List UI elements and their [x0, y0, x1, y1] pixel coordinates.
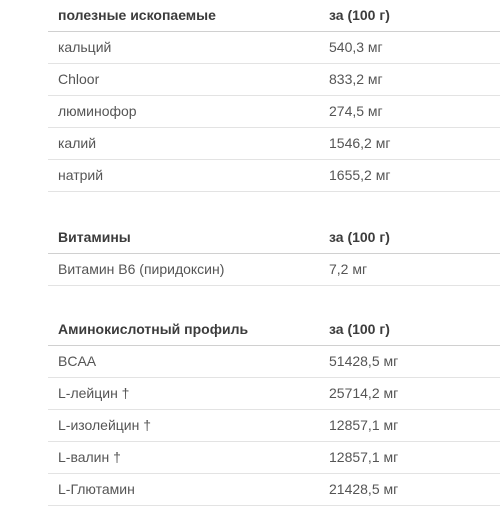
table-row	[48, 378, 500, 410]
nutrient-value: 25714,2 мг	[329, 385, 399, 401]
nutrient-name: L-изолейцин †	[58, 417, 152, 433]
nutrient-name: кальций	[58, 39, 112, 55]
table-row	[48, 128, 500, 160]
minerals-table	[48, 0, 500, 192]
nutrient-name: Витамин B6 (пиридоксин)	[58, 261, 225, 277]
minerals-header-row	[48, 0, 500, 32]
table-row	[48, 96, 500, 128]
table-row	[48, 346, 500, 378]
nutrient-value: 833,2 мг	[329, 71, 383, 87]
nutrient-value: 1655,2 мг	[329, 167, 391, 183]
amino-header-name: Аминокислотный профиль	[58, 321, 249, 337]
table-row	[48, 32, 500, 64]
nutrient-value: 540,3 мг	[329, 39, 383, 55]
amino-header-value: за (100 г)	[329, 321, 390, 337]
minerals-header-name: полезные ископаемые	[58, 7, 216, 23]
nutrient-name: L-лейцин †	[58, 385, 130, 401]
table-row	[48, 474, 500, 506]
nutrient-name: калий	[58, 135, 97, 151]
nutrient-name: BCAA	[58, 353, 97, 369]
nutrient-value: 7,2 мг	[329, 261, 368, 277]
nutrient-value: 21428,5 мг	[329, 481, 399, 497]
nutrient-value: 12857,1 мг	[329, 449, 399, 465]
nutrient-value: 51428,5 мг	[329, 353, 399, 369]
table-row	[48, 410, 500, 442]
nutrient-value: 12857,1 мг	[329, 417, 399, 433]
vitamins-header-value: за (100 г)	[329, 229, 390, 245]
nutrient-value: 1546,2 мг	[329, 135, 391, 151]
vitamins-header-name: Витамины	[58, 229, 131, 245]
nutrient-name: натрий	[58, 167, 104, 183]
nutrient-name: Chloor	[58, 71, 100, 87]
amino-header-row	[48, 314, 500, 346]
nutrient-name: L-валин †	[58, 449, 121, 465]
table-row	[48, 254, 500, 286]
vitamins-table	[48, 222, 500, 286]
amino-table	[48, 314, 500, 506]
table-row	[48, 160, 500, 192]
nutrient-value: 274,5 мг	[329, 103, 383, 119]
vitamins-header-row	[48, 222, 500, 254]
minerals-header-value: за (100 г)	[329, 7, 390, 23]
nutrient-name: люминофор	[58, 103, 137, 119]
table-row	[48, 64, 500, 96]
table-row	[48, 442, 500, 474]
nutrient-name: L-Глютамин	[58, 481, 135, 497]
